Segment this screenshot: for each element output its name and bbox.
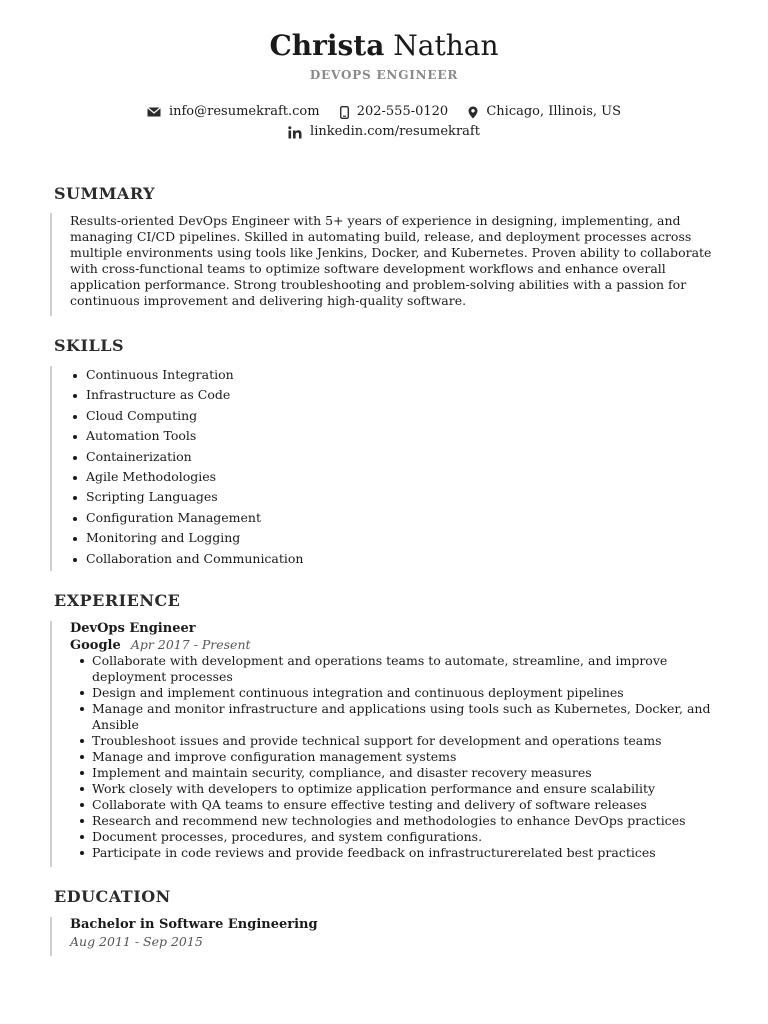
skills-heading: SKILLS	[54, 336, 124, 355]
education-degree: Bachelor in Software Engineering	[70, 917, 318, 932]
education-heading: EDUCATION	[54, 887, 171, 906]
skill-item: Continuous Integration	[86, 365, 304, 385]
job-company: Google	[70, 638, 121, 653]
contact-info	[0, 103, 768, 139]
skill-item: Agile Methodologies	[86, 467, 304, 487]
duty-item: Participate in code reviews and provide feedback on infrastructurerelated best practices	[92, 845, 732, 861]
skill-item: Automation Tools	[86, 426, 304, 446]
summary-bar	[50, 213, 52, 316]
linkedin-icon	[288, 126, 302, 139]
education-bar	[50, 917, 52, 956]
candidate-name	[0, 30, 768, 62]
contact-linkedin[interactable]	[288, 123, 480, 141]
contact-location	[468, 103, 621, 121]
duty-item: Collaborate with development and operations teams to automate, streamline, and improve deployment processes	[92, 653, 732, 685]
contact-row-2	[0, 123, 768, 142]
location-text: Chicago, Illinois, US	[486, 104, 622, 119]
email-icon	[147, 107, 161, 117]
duty-item: Troubleshoot issues and provide technical support for development and operations teams	[92, 733, 732, 749]
job-meta	[70, 637, 251, 653]
job-duties	[92, 653, 732, 861]
summary-heading: SUMMARY	[54, 184, 156, 203]
skill-item: Infrastructure as Code	[86, 385, 304, 405]
skills-list	[70, 365, 304, 569]
linkedin-text: linkedin.com/resumekraft	[310, 124, 480, 139]
experience-heading: EXPERIENCE	[54, 591, 181, 610]
education-dates: Aug 2011 - Sep 2015	[70, 934, 203, 949]
first-name: Christa	[269, 29, 385, 62]
phone-text: 202-555-0120	[356, 104, 449, 119]
skill-item: Cloud Computing	[86, 406, 304, 426]
location-pin-icon	[468, 106, 478, 119]
skill-item: Scripting Languages	[86, 487, 304, 507]
skill-item: Configuration Management	[86, 508, 304, 528]
duty-item: Research and recommend new technologies and methodologies to enhance DevOps practices	[92, 813, 732, 829]
job-dates: Apr 2017 - Present	[130, 637, 251, 652]
contact-phone[interactable]	[340, 103, 449, 121]
duty-item: Implement and maintain security, compliance, and disaster recovery measures	[92, 765, 732, 781]
experience-bar	[50, 621, 52, 867]
duty-item: Design and implement continuous integration and continuous deployment pipelines	[92, 685, 732, 701]
contact-email[interactable]	[147, 103, 320, 121]
skill-item: Collaboration and Communication	[86, 549, 304, 569]
duty-item: Manage and monitor infrastructure and applications using tools such as Kubernetes, Docker, and Ansible	[92, 701, 732, 733]
skills-bar	[50, 366, 52, 571]
duty-item: Document processes, procedures, and system configurations.	[92, 829, 732, 845]
job-title-header: DEVOPS ENGINEER	[309, 68, 459, 82]
skill-item: Monitoring and Logging	[86, 528, 304, 548]
summary-text: Results-oriented DevOps Engineer with 5+ years of experience in designing, implementing, and managing CI/CD pipelines. Skilled in automating build, release, and deployment processes across multiple environments using tools like Jenkins, Docker, and Kubernetes. Proven ability to collaborate with cross-functional teams to optimize software development workflows and enhance overall application performance. Strong troubleshooting and problem-solving abilities with a passion for continuous improvement and delivering high-quality software.	[70, 213, 712, 308]
email-text: info@resumekraft.com	[168, 104, 320, 119]
duty-item: Collaborate with QA teams to ensure effective testing and delivery of software releases	[92, 797, 732, 813]
last-name: Nathan	[393, 29, 499, 62]
job-title: DevOps Engineer	[70, 621, 196, 636]
duty-item: Work closely with developers to optimize application performance and ensure scalability	[92, 781, 732, 797]
skill-item: Containerization	[86, 447, 304, 467]
duty-item: Manage and improve configuration management systems	[92, 749, 732, 765]
phone-icon	[340, 106, 349, 119]
